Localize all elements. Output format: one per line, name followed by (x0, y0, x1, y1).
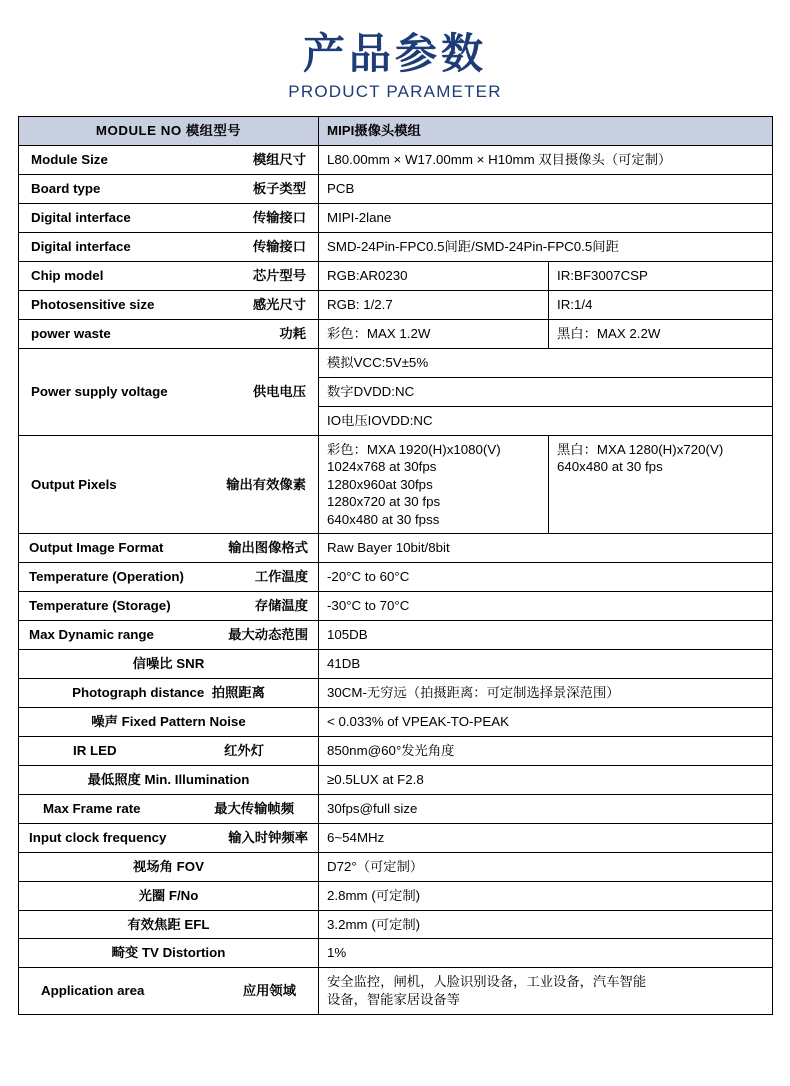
row-label-digital-interface-1: Digital interface 传输接口 (19, 204, 319, 233)
table-header-module-no: MODULE NO 模组型号 (19, 117, 319, 146)
table-row (19, 621, 773, 650)
row-label-snr: 信噪比 SNR (19, 650, 319, 679)
row-value-fov: D72°（可定制） (319, 852, 773, 881)
row-label-photograph-distance: Photograph distance 拍照距离 (19, 679, 319, 708)
row-value-input-clock-frequency: 6~54MHz (319, 823, 773, 852)
row-value-power-waste-mono: 黑白：MAX 2.2W (549, 319, 773, 348)
table-row (19, 852, 773, 881)
row-label-power-waste: power waste 功耗 (19, 319, 319, 348)
row-value-chip-model-ir: IR:BF3007CSP (549, 261, 773, 290)
row-label-temperature-storage: Temperature (Storage) 存储温度 (19, 592, 319, 621)
table-row-power-supply-1 (19, 348, 773, 377)
table-row (19, 319, 773, 348)
table-header-row (19, 117, 773, 146)
page-title-en: PRODUCT PARAMETER (288, 82, 502, 102)
row-value-digital-interface-2: SMD-24Pin-FPC0.5间距/SMD-24Pin-FPC0.5间距 (319, 233, 773, 262)
table-row (19, 765, 773, 794)
table-row (19, 534, 773, 563)
row-value-output-image-format: Raw Bayer 10bit/8bit (319, 534, 773, 563)
row-value-photosensitive-ir: IR:1/4 (549, 290, 773, 319)
table-row (19, 794, 773, 823)
row-value-output-pixels-color: 彩色：MXA 1920(H)x1080(V) 1024x768 at 30fps 1280x960at 30fps 1280x720 at 30 fps 640x480 at 30 fpss (319, 435, 549, 534)
row-value-power-waste-color: 彩色：MAX 1.2W (319, 319, 549, 348)
row-value-power-supply-analog: 模拟VCC:5V±5% (319, 348, 773, 377)
row-value-board-type: PCB (319, 175, 773, 204)
row-label-max-frame-rate: Max Frame rate 最大传输帧频 (19, 794, 319, 823)
row-label-max-dynamic-range: Max Dynamic range 最大动态范围 (19, 621, 319, 650)
row-label-min-illumination: 最低照度 Min. Illumination (19, 765, 319, 794)
table-row (19, 233, 773, 262)
table-row-application-area (19, 968, 773, 1014)
row-value-temperature-operation: -20°C to 60°C (319, 563, 773, 592)
table-row (19, 939, 773, 968)
row-value-aperture: 2.8mm (可定制) (319, 881, 773, 910)
row-label-efl: 有效焦距 EFL (19, 910, 319, 939)
row-value-max-frame-rate: 30fps@full size (319, 794, 773, 823)
row-value-tv-distortion: 1% (319, 939, 773, 968)
row-value-photosensitive-rgb: RGB: 1/2.7 (319, 290, 549, 319)
row-value-application-area: 安全监控，闸机，人脸识别设备，工业设备，汽车智能 设备，智能家居设备等 (319, 968, 773, 1014)
table-row (19, 290, 773, 319)
row-label-output-pixels: Output Pixels 输出有效像素 (19, 435, 319, 534)
table-row (19, 707, 773, 736)
row-label-tv-distortion: 畸变 TV Distortion (19, 939, 319, 968)
page-title (18, 0, 772, 116)
row-value-temperature-storage: -30°C to 70°C (319, 592, 773, 621)
row-label-photosensitive-size: Photosensitive size 感光尺寸 (19, 290, 319, 319)
row-value-max-dynamic-range: 105DB (319, 621, 773, 650)
row-value-module-size: L80.00mm × W17.00mm × H10mm 双目摄像头（可定制） (319, 146, 773, 175)
table-row (19, 650, 773, 679)
row-label-board-type: Board type 板子类型 (19, 175, 319, 204)
table-row (19, 146, 773, 175)
row-value-output-pixels-mono: 黑白：MXA 1280(H)x720(V) 640x480 at 30 fps (549, 435, 773, 534)
row-value-power-supply-digital: 数字DVDD:NC (319, 377, 773, 406)
row-label-input-clock-frequency: Input clock frequency 输入时钟频率 (19, 823, 319, 852)
row-value-power-supply-io: IO电压IOVDD:NC (319, 406, 773, 435)
table-row (19, 736, 773, 765)
row-value-efl: 3.2mm (可定制) (319, 910, 773, 939)
row-label-aperture: 光圈 F/No (19, 881, 319, 910)
row-label-output-image-format: Output Image Format 输出图像格式 (19, 534, 319, 563)
table-row-output-pixels (19, 435, 773, 534)
row-value-photograph-distance: 30CM-无穷远（拍摄距离：可定制选择景深范围） (319, 679, 773, 708)
row-value-digital-interface-1: MIPI-2lane (319, 204, 773, 233)
row-label-application-area: Application area 应用领域 (19, 968, 319, 1014)
table-row (19, 563, 773, 592)
row-label-ir-led: IR LED 红外灯 (19, 736, 319, 765)
table-row (19, 204, 773, 233)
table-row (19, 261, 773, 290)
row-value-min-illumination: ≥0.5LUX at F2.8 (319, 765, 773, 794)
row-label-fov: 视场角 FOV (19, 852, 319, 881)
table-row (19, 679, 773, 708)
specification-table (18, 116, 773, 1014)
table-row (19, 910, 773, 939)
row-label-module-size: Module Size 模组尺寸 (19, 146, 319, 175)
page-title-cn: 产品参数 (302, 29, 487, 78)
row-label-fixed-pattern-noise: 噪声 Fixed Pattern Noise (19, 707, 319, 736)
row-value-chip-model-rgb: RGB:AR0230 (319, 261, 549, 290)
row-value-fixed-pattern-noise: < 0.033% of VPEAK-TO-PEAK (319, 707, 773, 736)
table-row (19, 881, 773, 910)
row-value-snr: 41DB (319, 650, 773, 679)
table-row (19, 823, 773, 852)
table-row (19, 175, 773, 204)
table-row (19, 592, 773, 621)
row-label-digital-interface-2: Digital interface 传输接口 (19, 233, 319, 262)
row-label-temperature-operation: Temperature (Operation) 工作温度 (19, 563, 319, 592)
table-header-module-name: MIPI摄像头模组 (319, 117, 773, 146)
row-label-power-supply-voltage: Power supply voltage 供电电压 (19, 348, 319, 435)
row-label-chip-model: Chip model 芯片型号 (19, 261, 319, 290)
row-value-ir-led: 850nm@60°发光角度 (319, 736, 773, 765)
